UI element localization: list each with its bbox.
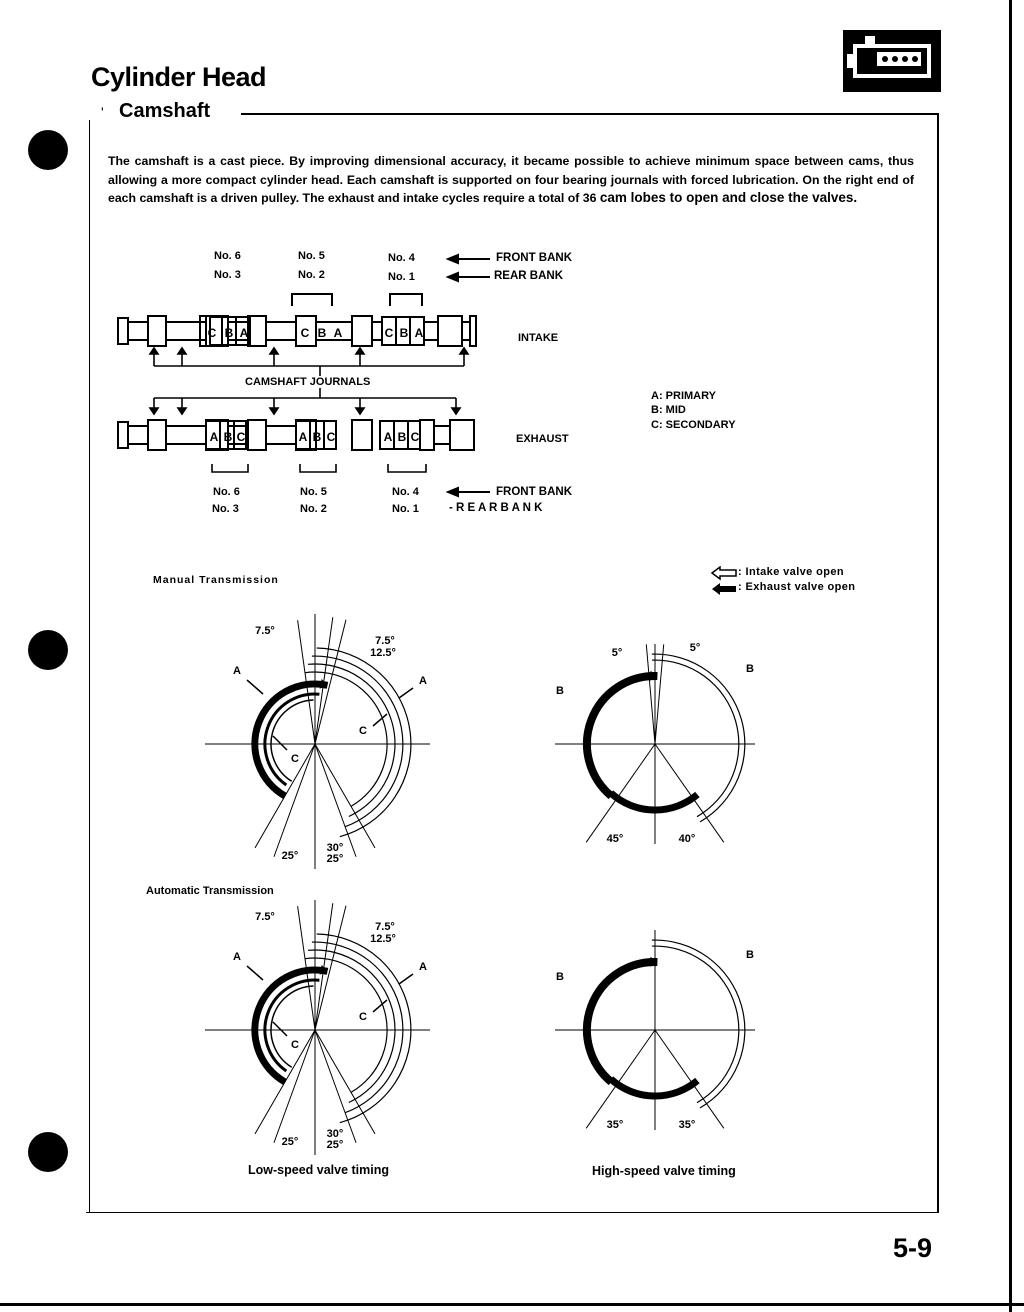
intro-last-line: cam lobes to open and close the valves.	[599, 190, 858, 205]
manual-transmission-label: Manual Transmission	[153, 574, 279, 586]
top-rear-no3: No. 3	[214, 269, 241, 281]
intake-label: INTAKE	[518, 332, 559, 344]
manual-high-label-b-right: B	[746, 663, 754, 675]
manual-low-intake-ring	[317, 648, 411, 837]
auto-low-angle-25-left: 25°	[281, 1136, 299, 1148]
auto-low-line	[315, 1030, 356, 1143]
bottom-rear-no3: No. 3	[212, 503, 239, 515]
legend-secondary: C: SECONDARY	[651, 419, 736, 431]
bottom-rear-no2: No. 2	[300, 503, 327, 515]
auto-low-intake-ring	[305, 958, 387, 1092]
manual-low-angle-75-left: 7.5°	[255, 625, 275, 637]
manual-low-pointer	[247, 680, 263, 694]
manual-low-angle-75-right: 7.5°	[375, 635, 395, 647]
top-rear-no2: No. 2	[298, 269, 325, 281]
manual-low-line	[315, 744, 375, 848]
intake-lobe-b2: B	[317, 326, 327, 340]
intake-lobe-b: B	[224, 326, 234, 340]
exhaust-lobe-c: C	[236, 430, 246, 444]
intake-lobe-a: A	[239, 326, 249, 340]
auto-low-pointer	[399, 974, 413, 984]
intake-lobe-c: C	[207, 326, 217, 340]
manual-low-exhaust-secondary	[265, 694, 319, 785]
auto-low-pointer	[247, 966, 263, 980]
manual-low-angle-30: 30°	[326, 842, 344, 854]
manual-high-bottom-arc	[611, 793, 698, 810]
manual-high-angle-left: 45°	[606, 833, 624, 845]
auto-low-pointer	[273, 1022, 287, 1036]
exhaust-label: EXHAUST	[516, 433, 569, 445]
legend-intake-label: : Intake valve open	[738, 566, 845, 578]
top-rear-no1: No. 1	[388, 271, 415, 283]
intake-lobe-c2: C	[300, 326, 310, 340]
manual-low-label-a-left: A	[233, 665, 241, 677]
manual-high-line	[655, 744, 724, 842]
automatic-transmission-label: Automatic Transmission	[146, 885, 274, 897]
auto-low-angle-25-right: 25°	[326, 1139, 344, 1151]
manual-low-label-c-right: C	[359, 725, 367, 737]
manual-high-exhaust-arc	[587, 676, 657, 796]
auto-high-label-b-left: B	[556, 971, 564, 983]
top-front-no6: No. 6	[214, 250, 241, 262]
bottom-front-no5: No. 5	[300, 486, 327, 498]
rear-bank-label-bottom: - R E A R B A N K	[449, 502, 543, 514]
auto-low-angle-30: 30°	[326, 1128, 344, 1140]
auto-low-label-c-right: C	[359, 1011, 367, 1023]
front-bank-label-bottom: FRONT BANK	[496, 486, 573, 498]
section-title: Camshaft	[119, 100, 211, 122]
legend-primary: A: PRIMARY	[651, 390, 716, 402]
auto-high-angle-left: 35°	[606, 1119, 624, 1131]
auto-low-line	[255, 1030, 315, 1134]
manual-low-intake-ring	[305, 672, 387, 806]
auto-high-line	[586, 1030, 655, 1128]
manual-low-pointer	[399, 688, 413, 698]
manual-low-angle-125: 12.5°	[370, 647, 396, 659]
manual-low-label-c-left: C	[291, 753, 299, 765]
auto-high-bottom-arc	[611, 1079, 698, 1096]
exhaust-lobe-c2: C	[326, 430, 336, 444]
manual-low-label-a-right: A	[419, 675, 427, 687]
page-title: Cylinder Head	[91, 62, 267, 92]
auto-low-label-a-left: A	[233, 951, 241, 963]
intake-lobe-c3: C	[384, 326, 394, 340]
bullet-mark: '	[101, 104, 104, 120]
high-speed-caption: High-speed valve timing	[592, 1164, 736, 1178]
intake-lobe-a3: A	[414, 326, 424, 340]
exhaust-lobe-a3: A	[383, 430, 393, 444]
front-bank-label-top: FRONT BANK	[496, 252, 573, 264]
auto-low-angle-75-left: 7.5°	[255, 911, 275, 923]
manual-low-pointer	[273, 736, 287, 750]
intake-lobe-b3: B	[399, 326, 409, 340]
auto-low-line	[315, 1030, 375, 1134]
manual-high-line	[586, 744, 655, 842]
auto-high-label-b-right: B	[746, 949, 754, 961]
auto-low-angle-75-right: 7.5°	[375, 921, 395, 933]
auto-high-line	[655, 1030, 724, 1128]
manual-low-angle-25-right: 25°	[326, 853, 344, 865]
auto-low-label-c-left: C	[291, 1039, 299, 1051]
exhaust-lobe-b3: B	[397, 430, 407, 444]
manual-low-line	[255, 744, 315, 848]
auto-low-label-a-right: A	[419, 961, 427, 973]
legend-exhaust-label: : Exhaust valve open	[738, 581, 856, 593]
manual-high-line	[655, 644, 664, 744]
auto-low-angle-125: 12.5°	[370, 933, 396, 945]
bottom-front-no6: No. 6	[213, 486, 240, 498]
page-number: 5-9	[892, 1233, 932, 1263]
low-speed-caption: Low-speed valve timing	[248, 1163, 390, 1177]
exhaust-lobe-c3: C	[410, 430, 420, 444]
auto-high-angle-right: 35°	[678, 1119, 696, 1131]
rear-bank-label-top: REAR BANK	[494, 270, 563, 282]
manual-high-angle-5-left: 5°	[611, 647, 623, 659]
legend-mid: B: MID	[651, 404, 686, 416]
intro-text: The camshaft is a cast piece. By improving dimensional accuracy, it became possible to achieve minimum space between cams, thus allowing a more compact cylinder head. Each camshaft is supported on four bearing journals with forced lubrication. On the right end of each camshaft is a driven pulley. The exhaust and intake cycles require a total of 36	[108, 154, 914, 205]
auto-high-exhaust-arc	[587, 962, 657, 1082]
bottom-front-no4: No. 4	[392, 486, 419, 498]
manual-low-angle-25-left: 25°	[281, 850, 299, 862]
journals-label: CAMSHAFT JOURNALS	[245, 376, 371, 388]
manual-high-angle-right: 40°	[678, 833, 696, 845]
exhaust-lobe-b: B	[223, 430, 233, 444]
top-front-no4: No. 4	[388, 252, 415, 264]
exhaust-lobe-a: A	[209, 430, 219, 444]
manual-high-line	[646, 644, 655, 744]
manual-high-label-b-left: B	[556, 685, 564, 697]
manual-high-angle-5-right: 5°	[689, 642, 701, 654]
exhaust-lobe-a2: A	[298, 430, 308, 444]
intake-lobe-a2: A	[333, 326, 343, 340]
top-front-no5: No. 5	[298, 250, 325, 262]
manual-low-line	[315, 744, 356, 857]
exhaust-lobe-b2: B	[312, 430, 322, 444]
auto-low-intake-ring	[317, 934, 411, 1123]
auto-low-exhaust-secondary	[265, 980, 319, 1071]
bottom-rear-no1: No. 1	[392, 503, 419, 515]
